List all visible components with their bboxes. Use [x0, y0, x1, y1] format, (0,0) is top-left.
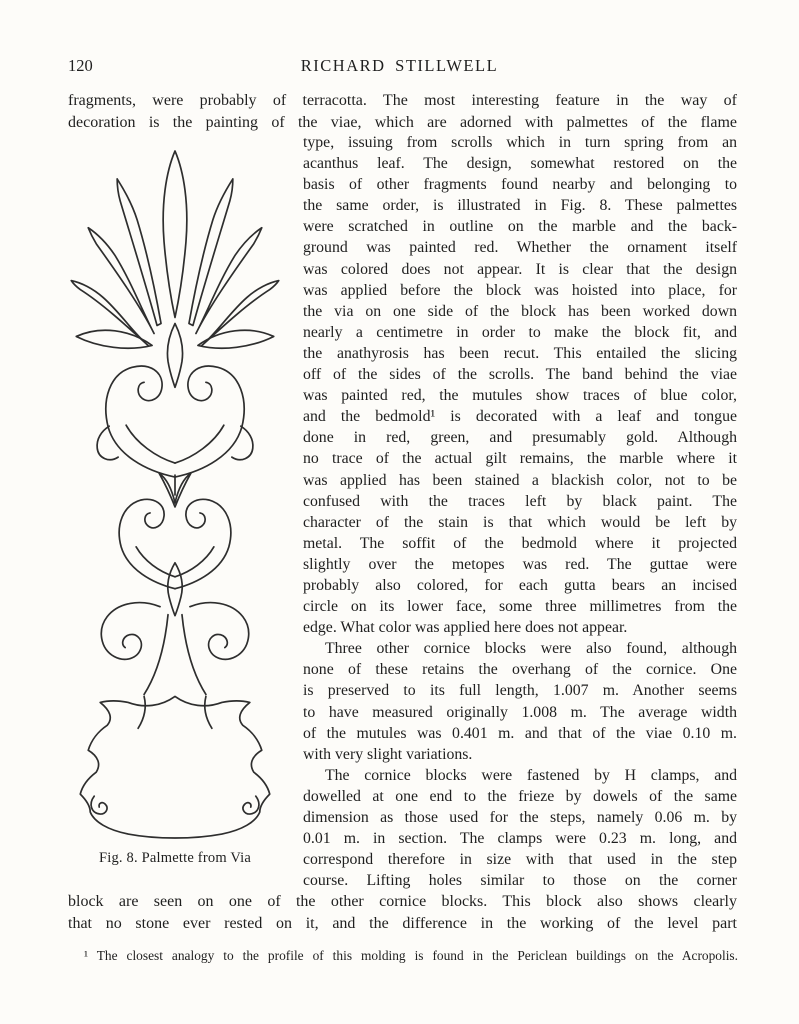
text-line: off of the sides of the scrolls. The band behind the viae: [303, 366, 737, 384]
text-line: of the mutules was 0.401 m. and that of the viae 0.10 m.: [303, 724, 737, 742]
text-line: none of these retains the overhang of the cornice. One: [303, 661, 737, 679]
text-line: were scratched in outline on the marble and the back-: [303, 218, 737, 236]
text-line: confused with the traces left by black paint. The: [303, 492, 737, 510]
page-number: 120: [68, 56, 93, 75]
bottom-paragraph-block: [68, 891, 737, 934]
text-line: block are seen on one of the other cornice blocks. This block also shows clearly: [68, 893, 737, 910]
text-line: the anathyrosis has been recut. This entailed the slicing: [303, 344, 737, 362]
text-line: nearly a centimetre in order to make the block fit, and: [303, 323, 737, 341]
text-line: acanthus leaf. The design, somewhat restored on the: [303, 155, 737, 173]
text-line: decoration is the painting of the viae, which are adorned with palmettes of the flame: [68, 114, 737, 131]
figure-8: [60, 146, 290, 867]
text-line: type, issuing from scrolls which in turn spring from an: [303, 134, 737, 151]
text-line: the same order, is illustrated in Fig. 8. These palmettes: [303, 197, 737, 215]
text-line: slightly over the metopes was red. The guttae were: [303, 555, 737, 573]
text-line: with very slight variations.: [303, 745, 473, 763]
text-line: was applied before the block was hoisted into place, for: [303, 281, 737, 299]
text-line: correspond therefore in size with that used in the step: [303, 851, 737, 869]
text-line: was applied has been stained a blackish color, not to be: [303, 471, 737, 489]
text-line: dimension as those used for the steps, namely 0.06 m. by: [303, 809, 737, 826]
text-line: metal. The soffit of the bedmold where it projected: [303, 534, 737, 552]
footnote: ¹ The closest analogy to the profile of this molding is found in the Periclean buildings on the Acropolis.: [84, 948, 738, 963]
running-head: RICHARD STILLWELL: [300, 56, 499, 75]
text-line: was colored does not appear. It is clear that the design: [303, 260, 737, 278]
text-line: 0.01 m. in section. The clamps were 0.23 m. long, and: [303, 830, 737, 848]
text-line: the via on one side of the block has been worked down: [303, 302, 737, 320]
text-line: edge. What color was applied here does not appear.: [303, 619, 628, 637]
text-line: probably also colored, for each gutta bears an incised: [303, 576, 737, 594]
text-line: done in red, green, and presumably gold. Although: [303, 429, 737, 447]
text-line: basis of other fragments found nearby and belonging to: [303, 176, 737, 194]
text-line: that no stone ever rested on it, and the difference in the working of the level part: [68, 914, 737, 932]
text-line: circle on its lower face, some three millimetres from the: [303, 598, 737, 616]
text-line: Three other cornice blocks were also found, although: [325, 640, 737, 658]
text-line: and the bedmold¹ is decorated with a leaf and tongue: [303, 408, 737, 426]
text-line: fragments, were probably of terracotta. The most interesting feature in the way of: [68, 92, 737, 109]
palmette-central-leaf: [163, 151, 187, 318]
text-line: ground was painted red. Whether the ornament itself: [303, 239, 737, 257]
text-line: to have measured originally 1.008 m. The average width: [303, 703, 737, 721]
text-line: dowelled at one end to the frieze by dowels of the same: [303, 787, 737, 805]
text-line: course. Lifting holes similar to those on the corner: [303, 872, 737, 890]
text-line: no trace of the actual gilt remains, the marble where it: [303, 450, 737, 468]
top-paragraph-block: [68, 90, 737, 134]
palmette-drawing: [64, 146, 286, 844]
text-line: was painted red, the mutules show traces of blue color,: [303, 387, 737, 405]
main-text-column: [303, 132, 737, 891]
text-line: character of the stain is that which would be left by: [303, 513, 737, 531]
text-line: The cornice blocks were fastened by H clamps, and: [325, 766, 737, 784]
text-line: is preserved to its full length, 1.007 m. Another seems: [303, 682, 737, 700]
figure-caption: Fig. 8. Palmette from Via: [98, 850, 252, 866]
